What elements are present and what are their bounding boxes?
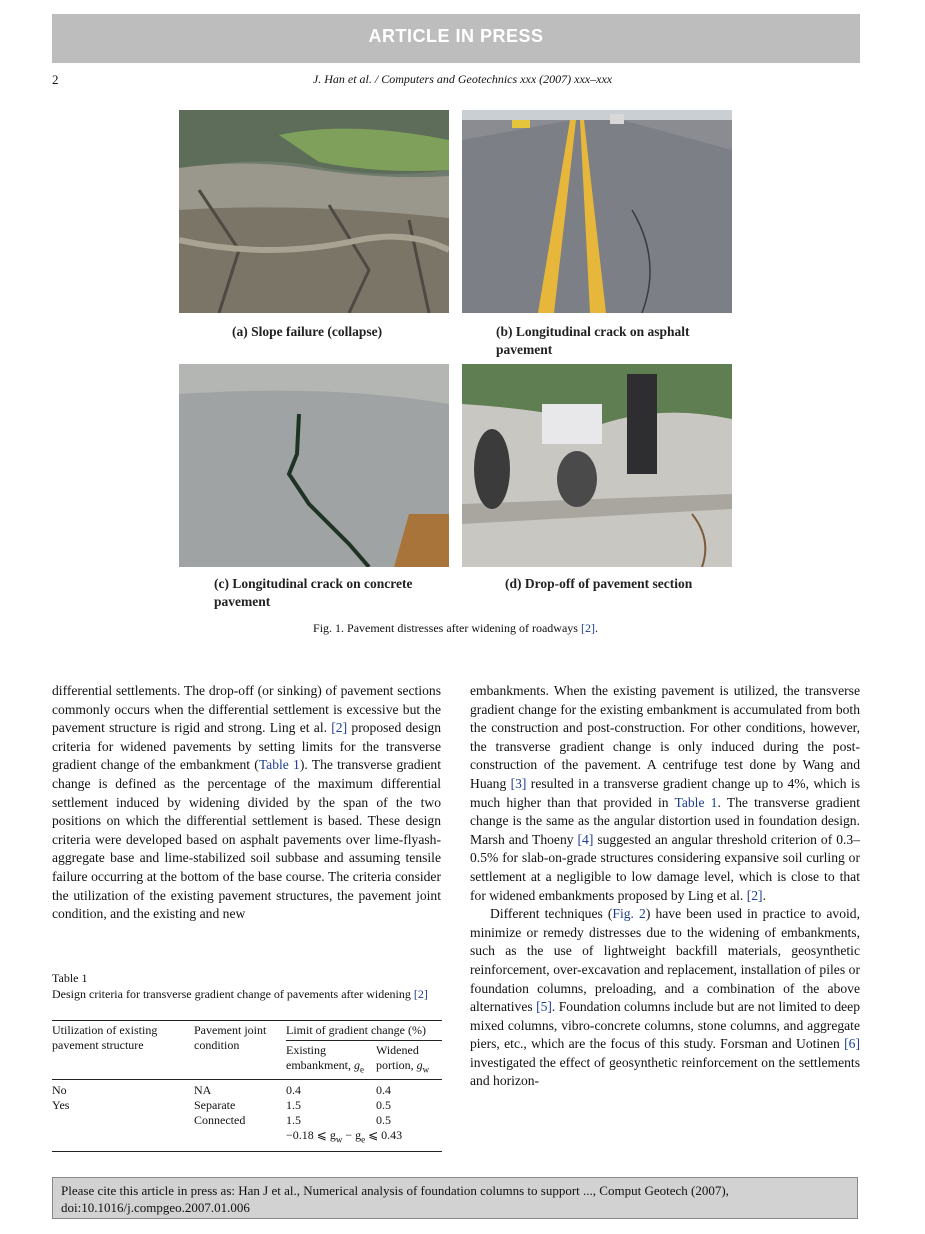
combined-limit-end: ⩽ 0.43 <box>365 1128 403 1143</box>
table-title <box>52 987 444 1002</box>
right-paragraph-1 <box>470 682 860 905</box>
caption-panel-d: (d) Drop-off of pavement section <box>505 576 693 591</box>
page-number: 2 <box>52 72 59 87</box>
left-text-2: proposed design criteria for widened pavements by setting limits for the transverse gradient change of the embankment ( <box>52 720 442 773</box>
header-existing <box>286 1041 376 1080</box>
table-row <box>52 1083 442 1098</box>
right-paragraph-2 <box>470 905 860 1091</box>
header-joint: Pavement joint condition <box>194 1023 267 1052</box>
combined-limit-start: −0.18 ⩽ g <box>286 1128 336 1143</box>
right-p1-text-2: resulted in a transverse gradient change up to 4%, which is much higher than that provided in <box>470 775 860 810</box>
table-row <box>52 1113 442 1128</box>
figure-caption-end: . <box>594 621 598 635</box>
ref-2[interactable]: [2] <box>331 720 348 736</box>
right-p2-text-2: ) have been used in practice to avoid, minimize or remedy distresses due to the widening of embankments, such as the use of lightweight backfill materials, geosynthetic reinforcement, over-excavation and replacement, installation of piles or foundation columns, preloading, and a combination of the above alternatives <box>470 906 860 1015</box>
ref-3[interactable]: [3] <box>510 775 527 791</box>
right-p1-text-1: embankments. When the existing pavement is utilized, the transverse gradient change for the existing embankment is accumulated from both the construction and post-construction. For other conditions, however, the transverse gradient change is only induced during the post-construction of the pavement. A centrifuge test done by Wang and Huang <box>470 683 860 791</box>
caption-panel-b <box>496 323 690 359</box>
header-existing-sym: g <box>353 1058 360 1072</box>
right-p1-text-3: . The transverse gradient change is the same as the angular distortion used in foundation design. Marsh and Thoeny <box>470 794 860 847</box>
ref-table-1[interactable]: Table 1 <box>258 757 300 773</box>
design-criteria-table <box>52 1020 442 1152</box>
figure-caption-ref[interactable]: [2] <box>580 621 595 635</box>
photo-slope-failure <box>179 110 449 313</box>
header-widened-sub: w <box>422 1064 430 1075</box>
cell-widened: 0.4 <box>376 1083 391 1098</box>
running-head: J. Han et al. / Computers and Geotechnics xxx (2007) xxx–xxx <box>312 72 613 86</box>
cell-widened: 0.5 <box>376 1098 391 1113</box>
caption-panel-b-line2: pavement <box>496 342 553 357</box>
ref-4[interactable]: [4] <box>577 831 594 847</box>
left-column-text <box>52 682 441 924</box>
cell-utilization: Yes <box>52 1098 70 1113</box>
header-existing-text: Existing embankment, <box>286 1043 354 1072</box>
cell-existing: 1.5 <box>286 1113 301 1128</box>
left-text-3: ). The transverse gradient change is defined as the percentage of the maximum differential settlement induced by widening divided by the span of the two positions on which the differential settlement is based. These design criteria were developed based on asphalt pavements over lime-flyash-aggregate base and lime-stabilized soil subbase and assuming tensile failure occurring at the bottom of the base course. The criteria consider the utilization of the existing pavement structures, the pavement joint condition, and the existing and new <box>52 757 441 922</box>
citation-box: Please cite this article in press as: Han J et al., Numerical analysis of foundation columns to support ..., Comput Geotech (2007), doi:10.1016/j.compgeo.2007.01.006 <box>52 1177 858 1219</box>
right-p2-text-1: Different techniques ( <box>490 906 613 922</box>
cell-existing: 0.4 <box>286 1083 301 1098</box>
ref-table-1[interactable]: Table 1 <box>674 794 718 810</box>
cell-joint: Separate <box>194 1098 236 1113</box>
figure-caption <box>0 621 911 636</box>
table-row <box>52 1128 442 1151</box>
right-p2-text-4: investigated the effect of geosynthetic reinforcement on the settlements and horizon- <box>470 1054 860 1089</box>
caption-panel-c <box>214 575 412 611</box>
cell-joint: NA <box>194 1083 212 1098</box>
combined-limit-sub-w: w <box>335 1134 343 1145</box>
caption-panel-c-line2: pavement <box>214 594 271 609</box>
cell-utilization: No <box>52 1083 67 1098</box>
cell-existing: 1.5 <box>286 1098 301 1113</box>
table-title-ref[interactable]: [2] <box>413 987 428 1001</box>
cell-joint: Connected <box>194 1113 246 1128</box>
cell-utilization <box>52 1113 194 1128</box>
left-paragraph <box>52 682 441 924</box>
article-in-press-banner: ARTICLE IN PRESS <box>52 14 860 63</box>
header-limit: Limit of gradient change (%) <box>286 1021 442 1041</box>
left-text-1: differential settlements. The drop-off (or sinking) of pavement sections commonly occurs when the differential settlement is excessive but the pavement structure is rigid and strong. Ling et al. <box>52 683 441 736</box>
table-title-text: Design criteria for transverse gradient change of pavements after widening <box>52 987 414 1001</box>
combined-limit-mid: − g <box>342 1128 362 1143</box>
cell-combined-limit <box>286 1128 442 1151</box>
ref-2[interactable]: [2] <box>746 887 763 903</box>
photo-drop-off <box>462 364 732 567</box>
right-p1-text-5: . <box>762 887 766 903</box>
caption-panel-b-line1: (b) Longitudinal crack on asphalt <box>496 324 690 339</box>
figure-caption-text: Fig. 1. Pavement distresses after widening of roadways <box>313 621 581 635</box>
right-p2-text-3: . Foundation columns include but are not limited to deep mixed columns, vibro-concrete columns, stone columns, and aggregate piers, etc., which are the focus of this study. Forsman and Uotinen <box>470 999 860 1052</box>
ref-5[interactable]: [5] <box>536 999 552 1015</box>
table-label: Table 1 <box>52 971 88 985</box>
header-widened <box>376 1041 442 1080</box>
header-utilization: Utilization of existing pavement structure <box>52 1023 158 1052</box>
photo-concrete-crack <box>179 364 449 567</box>
header-widened-text: Widened portion, <box>376 1043 419 1072</box>
combined-limit-sub-e: e <box>361 1134 366 1145</box>
table-row <box>52 1098 442 1113</box>
header-existing-sub: e <box>359 1064 364 1075</box>
right-column-text <box>470 682 860 1091</box>
header-widened-sym: g <box>416 1058 423 1072</box>
cell-widened: 0.5 <box>376 1113 391 1128</box>
caption-panel-a: (a) Slope failure (collapse) <box>232 324 383 339</box>
right-p1-text-4: suggested an angular threshold criterion of 0.3–0.5% for slab-on-grade structures considering expansive soil curling or settlement at a negligible to low damage level, which is close to that for widened embankments proposed by Ling et al. <box>470 831 860 903</box>
ref-6[interactable]: [6] <box>844 1036 860 1052</box>
photo-asphalt-crack <box>462 110 732 313</box>
caption-panel-c-line1: (c) Longitudinal crack on concrete <box>214 576 413 591</box>
ref-fig-2[interactable]: Fig. 2 <box>612 906 646 922</box>
